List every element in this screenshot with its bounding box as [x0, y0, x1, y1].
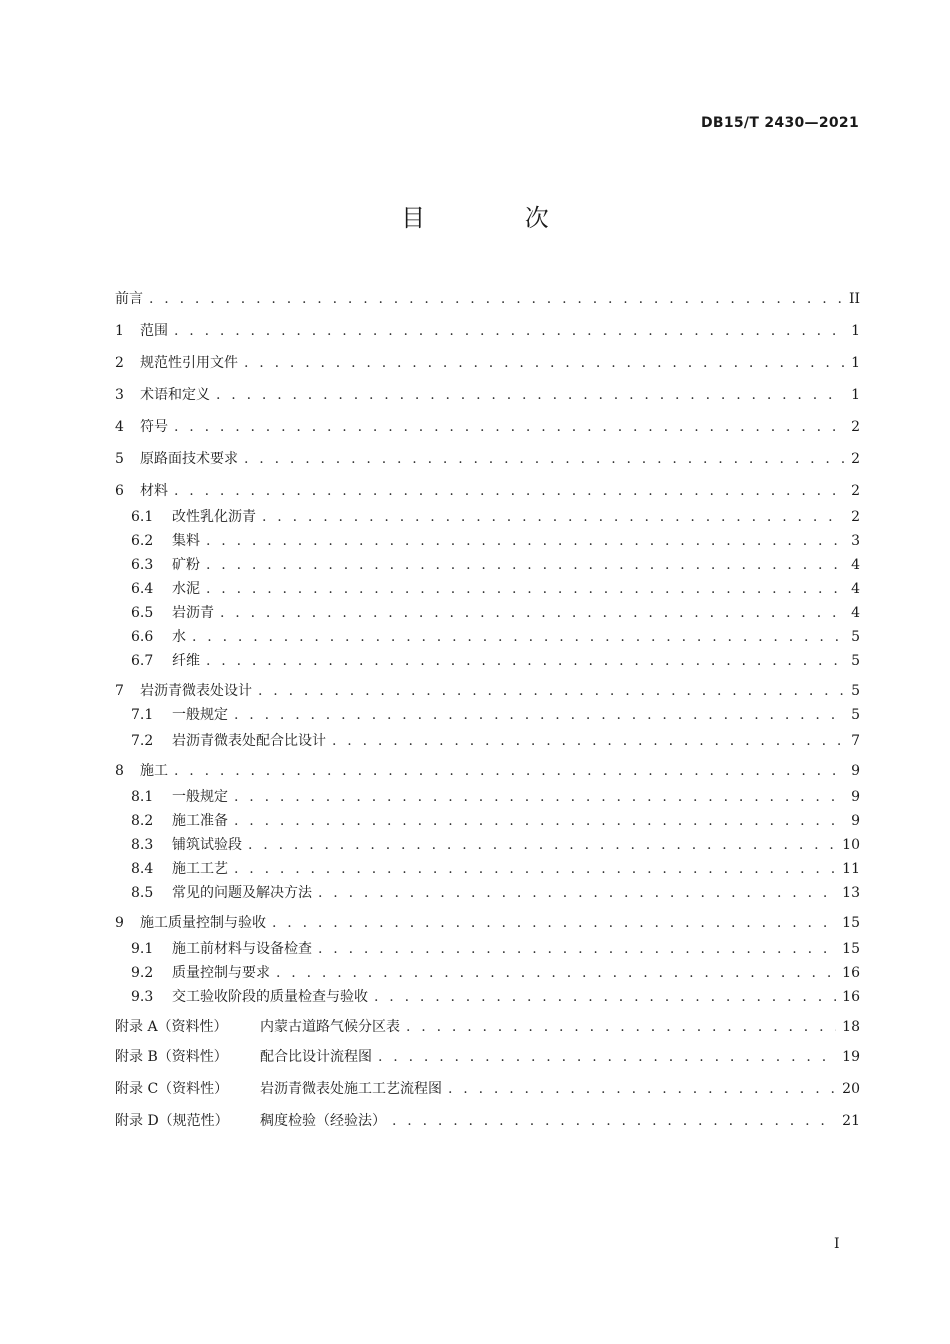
toc-entry-label: 稠度检验（经验法） [260, 1113, 386, 1129]
toc-entry-number: 附录 B（资料性） [115, 1049, 228, 1065]
toc-entry-label: 术语和定义 [140, 387, 210, 403]
toc-entry-number: 8.5 [131, 885, 154, 901]
toc-leader-dots [406, 1017, 836, 1037]
toc-entry-page: 18 [842, 1019, 860, 1035]
toc-entry-page: 13 [842, 885, 860, 901]
toc-entry-number: 8.2 [131, 813, 154, 829]
toc-entry[interactable] [131, 985, 860, 1007]
toc-entry-label: 岩沥青微表处设计 [140, 683, 252, 699]
toc-entry-page: 2 [851, 509, 860, 525]
toc-entry-number: 1 [115, 323, 124, 339]
toc-entry-page: 4 [851, 557, 860, 573]
toc-entry-page: 4 [851, 581, 860, 597]
toc-leader-dots [216, 385, 844, 405]
toc-entry-page: 1 [851, 387, 860, 403]
toc-leader-dots [206, 651, 844, 671]
toc-entry-label: 常见的问题及解决方法 [172, 885, 312, 901]
toc-entry-page: 3 [851, 533, 860, 549]
page-number: I [834, 1236, 840, 1252]
toc-entry-number: 6.6 [131, 629, 154, 645]
toc-entry-number: 3 [115, 387, 124, 403]
toc-entry-page: 5 [851, 629, 860, 645]
toc-entry[interactable] [115, 759, 860, 781]
toc-leader-dots [234, 859, 836, 879]
toc-entry-label: 内蒙古道路气候分区表 [260, 1019, 400, 1035]
toc-entry-page: 21 [842, 1113, 860, 1129]
toc-entry-number: 6 [115, 483, 124, 499]
toc-entry[interactable] [131, 937, 860, 959]
toc-entry[interactable] [115, 287, 860, 309]
toc-entry-label: 集料 [172, 533, 200, 549]
toc-entry-label: 岩沥青微表处施工工艺流程图 [260, 1081, 442, 1097]
toc-entry-number: 8.1 [131, 789, 154, 805]
toc-leader-dots [378, 1047, 836, 1067]
toc-entry[interactable] [115, 479, 860, 501]
toc-entry-page: 5 [851, 707, 860, 723]
toc-entry-label: 原路面技术要求 [140, 451, 238, 467]
toc-entry-page: 19 [842, 1049, 860, 1065]
toc-leader-dots [206, 555, 844, 575]
toc-entry-label: 施工前材料与设备检查 [172, 941, 312, 957]
toc-leader-dots [392, 1111, 836, 1131]
toc-leader-dots [234, 787, 844, 807]
toc-entry-number: 6.7 [131, 653, 154, 669]
toc-entry[interactable] [115, 911, 860, 933]
toc-entry[interactable] [131, 881, 860, 903]
toc-leader-dots [234, 811, 844, 831]
toc-leader-dots [234, 705, 844, 725]
toc-leader-dots [262, 507, 844, 527]
toc-entry-number: 4 [115, 419, 124, 435]
toc-entry-number: 6.1 [131, 509, 154, 525]
toc-entry[interactable] [131, 729, 860, 751]
toc-entry-page: 2 [851, 483, 860, 499]
toc-leader-dots [206, 531, 844, 551]
toc-leader-dots [174, 761, 844, 781]
toc-entry-number: 附录 C（资料性） [115, 1081, 229, 1097]
toc-entry[interactable] [131, 577, 860, 599]
toc-entry-page: 9 [851, 763, 860, 779]
toc-entry-label: 规范性引用文件 [140, 355, 238, 371]
toc-entry[interactable] [115, 1015, 860, 1037]
toc-entry-page: 16 [842, 989, 860, 1005]
toc-leader-dots [174, 321, 844, 341]
toc-entry-number: 6.4 [131, 581, 154, 597]
toc-leader-dots [192, 627, 844, 647]
toc-entry-label: 岩沥青微表处配合比设计 [172, 733, 326, 749]
toc-entry[interactable] [115, 1045, 860, 1067]
toc-entry[interactable] [115, 1109, 860, 1131]
toc-entry[interactable] [131, 961, 860, 983]
toc-entry[interactable] [131, 649, 860, 671]
toc-entry-label: 铺筑试验段 [172, 837, 242, 853]
toc-entry-page: 9 [851, 813, 860, 829]
toc-leader-dots [244, 449, 844, 469]
toc-entry-number: 9.1 [131, 941, 154, 957]
toc-entry-page: 5 [851, 653, 860, 669]
toc-entry-page: 20 [842, 1081, 860, 1097]
toc-entry-page: 1 [851, 323, 860, 339]
toc-entry-number: 2 [115, 355, 124, 371]
toc-entry-number: 6.2 [131, 533, 154, 549]
toc-entry-label: 改性乳化沥青 [172, 509, 256, 525]
toc-entry-number: 8.3 [131, 837, 154, 853]
toc-title: 目 次 [401, 204, 595, 232]
toc-entry-label: 一般规定 [172, 789, 228, 805]
toc-entry[interactable] [115, 415, 860, 437]
toc-leader-dots [276, 963, 836, 983]
toc-entry[interactable] [131, 833, 860, 855]
toc-entry-page: 7 [851, 733, 860, 749]
toc-entry-page: 1 [851, 355, 860, 371]
toc-entry-label: 施工工艺 [172, 861, 228, 877]
toc-entry-label: 施工 [140, 763, 168, 779]
toc-entry-label: 水泥 [172, 581, 200, 597]
toc-entry-page: 2 [851, 419, 860, 435]
toc-entry[interactable] [115, 679, 860, 701]
toc-entry-number: 6.3 [131, 557, 154, 573]
toc-leader-dots [448, 1079, 836, 1099]
toc-entry-number: 5 [115, 451, 124, 467]
toc-entry-number: 9.3 [131, 989, 154, 1005]
toc-entry[interactable] [131, 601, 860, 623]
toc-entry[interactable] [115, 447, 860, 469]
toc-leader-dots [318, 883, 836, 903]
toc-entry-page: 2 [851, 451, 860, 467]
toc-entry[interactable] [131, 809, 860, 831]
toc-entry-number: 9 [115, 915, 124, 931]
toc-entry-label: 施工质量控制与验收 [140, 915, 266, 931]
toc-entry-number: 附录 D（规范性） [115, 1113, 229, 1129]
toc-entry[interactable] [115, 351, 860, 373]
toc-entry-page: 5 [851, 683, 860, 699]
toc-leader-dots [220, 603, 844, 623]
toc-entry-number: 7 [115, 683, 124, 699]
toc-entry[interactable] [131, 857, 860, 879]
toc-entry[interactable] [131, 703, 860, 725]
toc-entry-label: 范围 [140, 323, 168, 339]
toc-entry-page: 10 [842, 837, 860, 853]
toc-entry[interactable] [131, 505, 860, 527]
toc-entry-page: 16 [842, 965, 860, 981]
toc-entry-label: 岩沥青 [172, 605, 214, 621]
toc-leader-dots [258, 681, 844, 701]
toc-entry-number: 6.5 [131, 605, 154, 621]
toc-entry[interactable] [115, 1077, 860, 1099]
toc-leader-dots [174, 481, 844, 501]
toc-entry[interactable] [131, 553, 860, 575]
toc-entry-page: 15 [842, 941, 860, 957]
toc-entry-label: 水 [172, 629, 186, 645]
document-code: DB15/T 2430—2021 [700, 115, 859, 131]
toc-entry-label: 前言 [115, 291, 143, 307]
toc-entry-label: 符号 [140, 419, 168, 435]
toc-entry-number: 9.2 [131, 965, 154, 981]
toc-entry-number: 附录 A（资料性） [115, 1019, 228, 1035]
toc-entry-label: 纤维 [172, 653, 200, 669]
toc-entry-number: 7.2 [131, 733, 154, 749]
toc-entry-page: 11 [842, 861, 860, 877]
toc-leader-dots [332, 731, 844, 751]
toc-entry-label: 矿粉 [172, 557, 200, 573]
toc-entry[interactable] [131, 785, 860, 807]
toc-entry-label: 交工验收阶段的质量检查与验收 [172, 989, 368, 1005]
toc-entry-label: 配合比设计流程图 [260, 1049, 372, 1065]
toc-entry-label: 材料 [140, 483, 168, 499]
toc-entry[interactable] [131, 625, 860, 647]
toc-leader-dots [374, 987, 836, 1007]
toc-leader-dots [272, 913, 836, 933]
toc-entry[interactable] [115, 319, 860, 341]
toc-entry-page: 4 [851, 605, 860, 621]
toc-entry-label: 质量控制与要求 [172, 965, 270, 981]
toc-entry-label: 施工准备 [172, 813, 228, 829]
toc-entry-page: 15 [842, 915, 860, 931]
toc-entry-label: 一般规定 [172, 707, 228, 723]
toc-leader-dots [174, 417, 844, 437]
toc-entry-page: 9 [851, 789, 860, 805]
toc-entry[interactable] [131, 529, 860, 551]
toc-leader-dots [244, 353, 844, 373]
toc-leader-dots [149, 289, 843, 309]
toc-entry-number: 8.4 [131, 861, 154, 877]
toc-entry-number: 7.1 [131, 707, 154, 723]
toc-leader-dots [206, 579, 844, 599]
toc-entry[interactable] [115, 383, 860, 405]
toc-leader-dots [248, 835, 836, 855]
toc-entry-number: 8 [115, 763, 124, 779]
toc-leader-dots [318, 939, 836, 959]
toc-entry-page: II [848, 291, 860, 307]
